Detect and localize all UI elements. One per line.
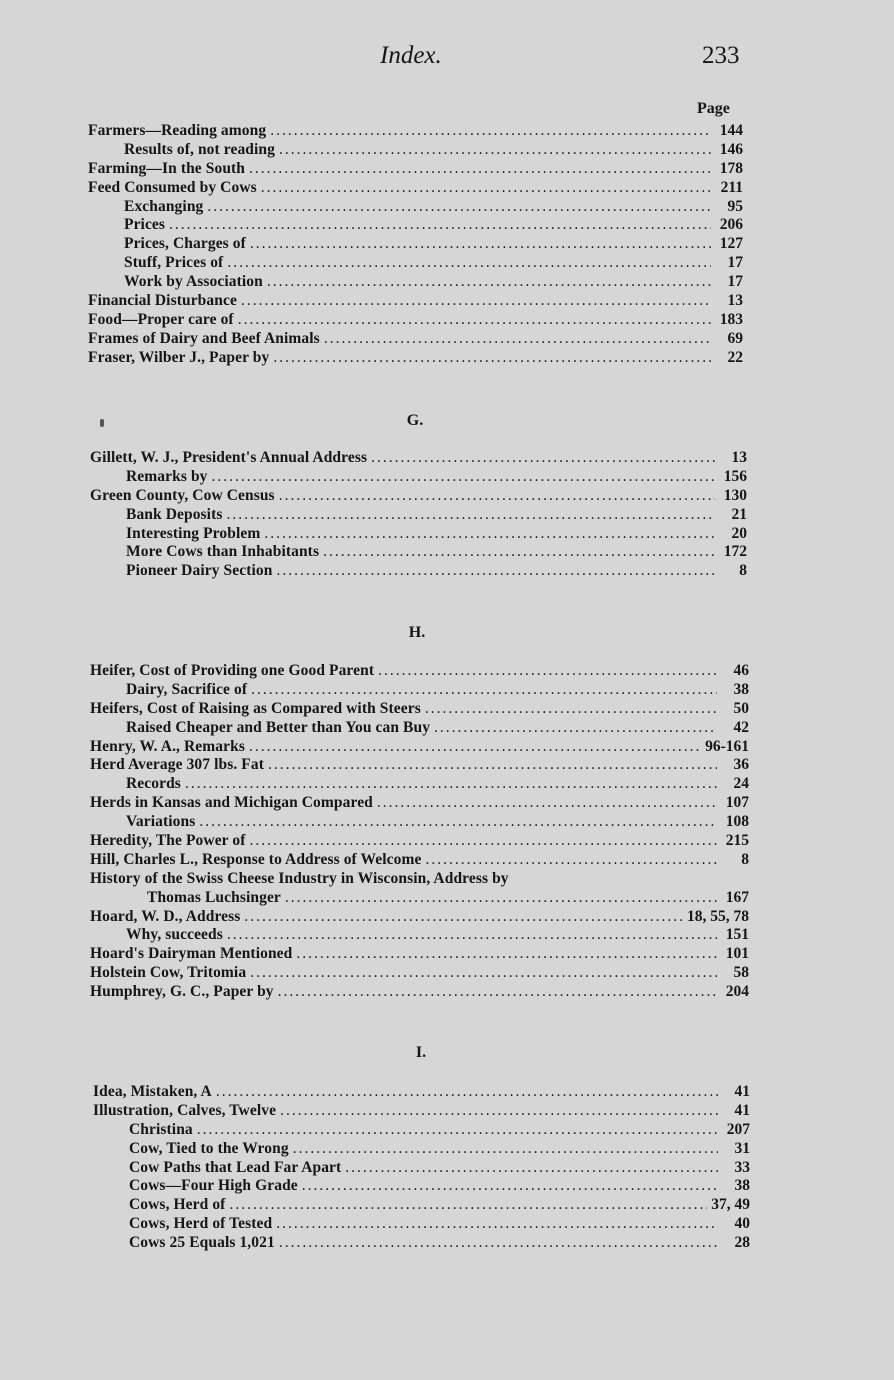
index-entry-text: Henry, W. A., Remarks [90, 737, 245, 755]
dot-leader [197, 1121, 718, 1139]
index-entry-page: 13 [731, 449, 747, 466]
index-entry-page: 108 [725, 813, 749, 831]
index-entry-page: 41 [734, 1083, 750, 1100]
dot-leader [238, 311, 711, 329]
dot-leader [268, 756, 717, 774]
dot-leader [226, 506, 715, 524]
dot-leader [261, 179, 711, 197]
index-entry-page: 28 [734, 1234, 750, 1252]
index-entry-text: Cows, Herd of [129, 1196, 226, 1214]
index-entry-page: 95 [727, 197, 743, 215]
index-entry-text: Fraser, Wilber J., Paper by [88, 348, 270, 366]
index-entry [88, 198, 743, 217]
index-entry-page: 130 [723, 486, 747, 504]
index-entry [90, 681, 749, 700]
index-entry [90, 719, 749, 738]
index-entry [90, 794, 749, 813]
dot-leader [250, 235, 711, 253]
index-entry [90, 525, 747, 544]
index-entry-text: Records [126, 775, 181, 793]
index-entry-page: 146 [719, 140, 743, 158]
index-entry-text: Farming—In the South [88, 159, 246, 177]
index-entry [90, 889, 749, 908]
index-entry-text: Pioneer Dairy Section [126, 562, 273, 580]
dot-leader [296, 945, 717, 963]
index-entry-text: Cows 25 Equals 1,021 [129, 1234, 275, 1252]
dot-leader [229, 1196, 707, 1214]
index-entry [93, 1159, 750, 1178]
dot-leader [302, 1177, 718, 1195]
index-entry [90, 468, 747, 487]
index-entry [90, 738, 749, 757]
index-entry [90, 908, 749, 927]
dot-leader [425, 851, 717, 869]
dot-leader [251, 681, 717, 699]
index-entry [90, 832, 749, 851]
index-entry-text: Feed Consumed by Cows [88, 178, 257, 196]
index-entry-text: Heifers, Cost of Raising as Compared with Steers [90, 699, 421, 717]
dot-leader [276, 1215, 718, 1233]
dot-leader [279, 487, 715, 505]
index-entry [88, 216, 743, 235]
dot-leader [279, 141, 711, 159]
index-entry-page: 211 [720, 178, 743, 196]
dot-leader [323, 543, 715, 561]
index-entry-page: 50 [733, 699, 749, 717]
index-section-f [88, 122, 743, 368]
index-entry [88, 349, 743, 368]
index-entry-page: 42 [733, 718, 749, 736]
index-entry-page: 178 [719, 159, 743, 177]
index-entry-text: Cow, Tied to the Wrong [129, 1139, 289, 1157]
index-entry-page: 17 [727, 273, 743, 291]
index-entry [88, 122, 743, 141]
index-entry [90, 700, 749, 719]
index-entry [93, 1215, 750, 1234]
index-entry-text: Green County, Cow Census [90, 486, 275, 504]
dot-leader [276, 562, 715, 580]
index-entry-text: Bank Deposits [126, 505, 223, 523]
index-entry-page: 40 [734, 1215, 750, 1233]
index-entry [90, 945, 749, 964]
section-letter-h: H. [408, 624, 426, 641]
index-entry-page: 183 [719, 310, 743, 328]
index-entry [88, 311, 743, 330]
dot-leader [279, 1234, 718, 1252]
index-entry-page: 144 [719, 122, 743, 139]
index-entry-page: 127 [719, 235, 743, 253]
index-entry-text: Thomas Luchsinger [147, 888, 281, 906]
index-entry-text: Hoard's Dairyman Mentioned [90, 945, 293, 963]
dot-leader [285, 889, 717, 907]
index-entry [88, 273, 743, 292]
dot-leader [425, 700, 717, 718]
index-entry-text: Heifer, Cost of Providing one Good Parent [90, 662, 375, 679]
index-entry [93, 1140, 750, 1159]
index-entry-page: 22 [727, 348, 743, 366]
section-letter-g: G. [406, 412, 424, 429]
index-entry-page: 24 [733, 775, 749, 793]
running-page-number: 233 [702, 42, 740, 69]
index-section-i [93, 1083, 750, 1253]
index-entry [88, 179, 743, 198]
dot-leader [280, 1102, 718, 1120]
index-entry-page: 17 [727, 254, 743, 272]
index-entry-text: Why, succeeds [126, 926, 223, 944]
index-entry [90, 813, 749, 832]
index-entry-page: 20 [731, 524, 747, 542]
index-entry [93, 1083, 750, 1102]
index-entry [90, 983, 749, 1002]
index-entry-text: Illustration, Calves, Twelve [93, 1101, 277, 1119]
dot-leader [293, 1140, 718, 1158]
index-entry [88, 254, 743, 273]
index-entry-text: Idea, Mistaken, A [93, 1083, 212, 1100]
index-entry-text: Cows—Four High Grade [129, 1177, 298, 1195]
index-entry-page: 156 [723, 467, 747, 485]
index-entry-text: More Cows than Inhabitants [126, 543, 320, 561]
index-section-h [90, 662, 749, 1002]
dot-leader [378, 662, 717, 680]
index-entry-page: 36 [733, 756, 749, 774]
index-entry-page: 8 [741, 850, 749, 868]
dot-leader [278, 983, 717, 1001]
index-entry-page: 151 [725, 926, 749, 944]
index-entry-page: 96-161 [705, 737, 749, 755]
dot-leader [227, 254, 711, 272]
dot-leader [267, 273, 711, 291]
index-entry [88, 235, 743, 254]
index-entry-page: 38 [733, 680, 749, 698]
dot-leader [345, 1159, 718, 1177]
index-entry [88, 292, 743, 311]
index-entry-text: Herds in Kansas and Michigan Compared [90, 794, 373, 812]
index-entry [93, 1121, 750, 1140]
index-entry-page: 41 [734, 1101, 750, 1119]
index-entry-page: 8 [739, 562, 747, 580]
index-entry [90, 851, 749, 870]
index-entry-page: 21 [731, 505, 747, 523]
index-entry-text: Prices [124, 216, 166, 234]
index-entry [88, 330, 743, 349]
index-entry [90, 926, 749, 945]
index-entry-page: 107 [725, 794, 749, 812]
index-entry-text: Cows, Herd of Tested [129, 1215, 273, 1233]
index-entry [90, 756, 749, 775]
dot-leader [249, 160, 711, 178]
index-entry-page: 13 [727, 292, 743, 310]
index-entry-page: 38 [734, 1177, 750, 1195]
index-entry-text: Work by Association [124, 273, 263, 291]
index-entry-page: 101 [725, 945, 749, 963]
index-entry [93, 1196, 750, 1215]
index-entry-text: Variations [126, 813, 196, 831]
index-entry-text: Prices, Charges of [124, 235, 246, 253]
index-entry [88, 160, 743, 179]
index-entry [90, 506, 747, 525]
index-entry-page: 215 [725, 832, 749, 850]
dot-leader [241, 292, 711, 310]
dot-leader [185, 775, 717, 793]
dot-leader [249, 738, 701, 756]
dot-leader [273, 349, 711, 367]
index-entry-text: History of the Swiss Cheese Industry in Wisconsin, Address by [90, 869, 509, 887]
dot-leader [371, 449, 715, 467]
index-entry [93, 1102, 750, 1121]
index-entry-page: 31 [734, 1139, 750, 1157]
index-entry-page: 172 [723, 543, 747, 561]
index-entry [90, 543, 747, 562]
dot-leader [377, 794, 717, 812]
dot-leader [207, 198, 711, 216]
dot-leader [250, 964, 717, 982]
index-entry [90, 449, 747, 468]
print-speck [100, 419, 104, 427]
dot-leader [244, 908, 683, 926]
page-column-label: Page [697, 100, 730, 117]
index-entry-text: Farmers—Reading among [88, 122, 267, 139]
index-entry-page: 37, 49 [711, 1196, 750, 1214]
index-entry [90, 775, 749, 794]
index-entry [93, 1234, 750, 1253]
index-entry-text: Christina [129, 1120, 193, 1138]
dot-leader [216, 1083, 718, 1101]
index-entry-text: Heredity, The Power of [90, 832, 246, 850]
dot-leader [324, 330, 711, 348]
dot-leader [270, 122, 711, 140]
index-entry-text: Exchanging [124, 197, 204, 215]
index-entry-text: Holstein Cow, Tritomia [90, 964, 247, 982]
index-entry-text: Hill, Charles L., Response to Address of Welcome [90, 850, 422, 868]
index-entry-text: Interesting Problem [126, 524, 261, 542]
index-entry [88, 141, 743, 160]
index-entry-text: Cow Paths that Lead Far Apart [129, 1158, 342, 1176]
index-entry-page: 204 [725, 983, 749, 1001]
index-entry-page: 46 [733, 662, 749, 679]
index-entry [90, 487, 747, 506]
index-entry-text: Herd Average 307 lbs. Fat [90, 756, 264, 774]
index-entry-page: 167 [725, 888, 749, 906]
index-entry-page: 58 [733, 964, 749, 982]
index-entry-page: 207 [726, 1120, 750, 1138]
section-letter-i: I. [415, 1044, 427, 1061]
index-entry-text: Frames of Dairy and Beef Animals [88, 329, 320, 347]
running-title: Index. [380, 42, 442, 69]
index-entry-text: Hoard, W. D., Address [90, 907, 241, 925]
index-entry [90, 964, 749, 983]
index-entry-page: 18, 55, 78 [687, 907, 749, 925]
index-entry-text: Remarks by [126, 467, 208, 485]
dot-leader [199, 813, 717, 831]
index-entry [90, 562, 747, 581]
index-entry-text: Results of, not reading [124, 140, 275, 158]
index-entry-page: 206 [719, 216, 743, 234]
index-entry [93, 1177, 750, 1196]
dot-leader [169, 216, 711, 234]
index-entry-text: Raised Cheaper and Better than You can Buy [126, 718, 431, 736]
dot-leader [434, 719, 717, 737]
index-entry-text: Humphrey, G. C., Paper by [90, 983, 274, 1001]
index-entry-text: Dairy, Sacrifice of [126, 680, 248, 698]
index-entry-text: Financial Disturbance [88, 292, 237, 310]
running-head [0, 42, 894, 72]
index-entry-page: 69 [727, 329, 743, 347]
index-entry [90, 870, 749, 889]
dot-leader [249, 832, 717, 850]
index-section-g [90, 449, 747, 581]
dot-leader [212, 468, 715, 486]
dot-leader [227, 926, 717, 944]
index-entry-text: Gillett, W. J., President's Annual Address [90, 449, 368, 466]
index-entry [90, 662, 749, 681]
dot-leader [264, 525, 715, 543]
index-entry-text: Stuff, Prices of [124, 254, 224, 272]
index-entry-text: Food—Proper care of [88, 310, 234, 328]
index-entry-page: 33 [734, 1158, 750, 1176]
